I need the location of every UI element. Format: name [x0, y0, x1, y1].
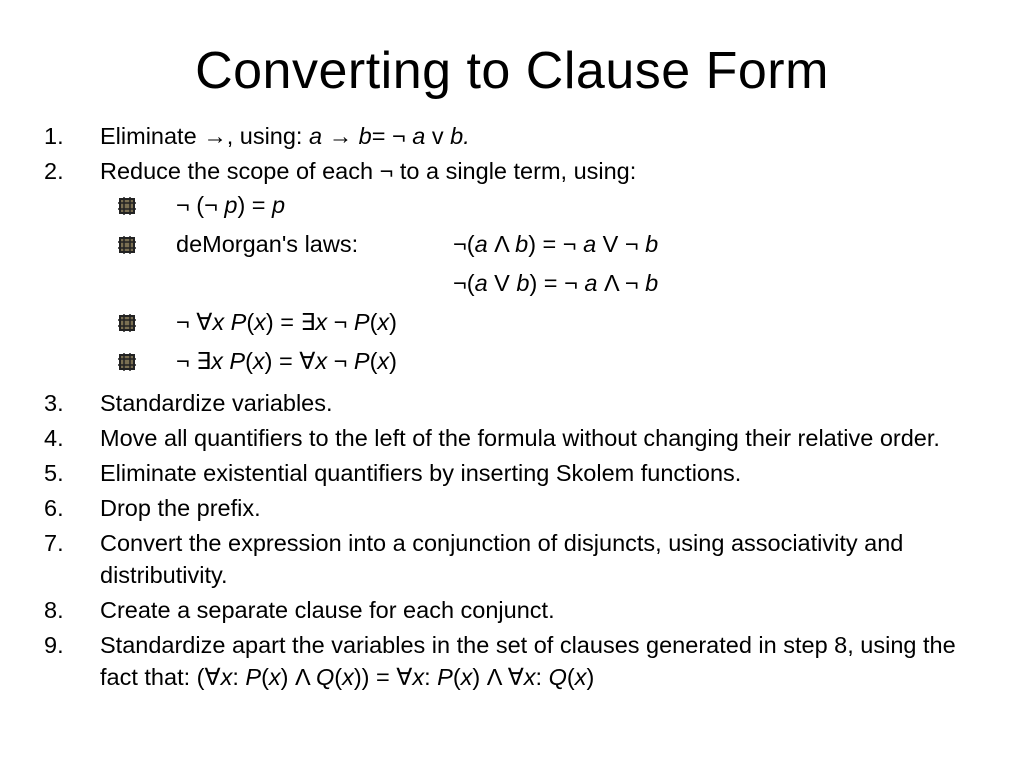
square-bullet-icon [118, 314, 136, 332]
step-5 [0, 457, 1024, 489]
slide-title: Converting to Clause Form [195, 42, 829, 100]
rule-demorgan-second [0, 267, 1024, 306]
rule-formula: ¬(a V b) = ¬ a Λ ¬ b [453, 270, 659, 296]
step-text: Create a separate clause for each conjunct. [100, 597, 555, 623]
step-number: 6. [44, 495, 64, 521]
step-number: 9. [44, 632, 64, 658]
rule-formula: ¬ (¬ p) = p [176, 192, 286, 218]
step-text: Move all quantifiers to the left of the formula without changing their relative order. [100, 425, 940, 451]
step-number: 7. [44, 530, 64, 556]
step-7 [0, 527, 1024, 591]
step-9 [0, 629, 1024, 693]
rule-demorgan [0, 228, 1024, 267]
step-number: 1. [44, 123, 64, 149]
step-text: Eliminate →, using: a → b= ¬ a v b. [100, 123, 470, 149]
step-number: 2. [44, 158, 64, 184]
step-number: 8. [44, 597, 64, 623]
step-8 [0, 594, 1024, 626]
step-text: Reduce the scope of each ¬ to a single term, using: [100, 158, 637, 184]
step-number: 4. [44, 425, 64, 451]
step-list [0, 120, 1024, 696]
rule-label: deMorgan's laws: [176, 231, 359, 257]
square-bullet-icon [118, 353, 136, 371]
rule-formula: ¬ ∀x P(x) = ∃x ¬ P(x) [176, 309, 397, 335]
step-text: Standardize apart the variables in the set of clauses generated in step 8, using the fact that: (∀x: P(x) Λ Q(x)) = ∀x: P(x) Λ ∀x: Q(x) [100, 632, 956, 690]
step-text: Convert the expression into a conjunction of disjuncts, using associativity and distributivity. [100, 530, 904, 588]
rule-formula: ¬ ∃x P(x) = ∀x ¬ P(x) [176, 348, 397, 374]
step-number: 5. [44, 460, 64, 486]
rule-formula: ¬(a Λ b) = ¬ a V ¬ b [453, 231, 659, 257]
square-bullet-icon [118, 197, 136, 215]
rule-not-exists [0, 345, 1024, 384]
step-text: Drop the prefix. [100, 495, 261, 521]
step-3 [0, 387, 1024, 419]
rule-not-forall [0, 306, 1024, 345]
step-1 [0, 120, 1024, 152]
step-6 [0, 492, 1024, 524]
rule-double-negation [0, 189, 1024, 228]
step-4 [0, 422, 1024, 454]
step-text: Standardize variables. [100, 390, 333, 416]
step-2 [0, 155, 1024, 384]
step-text: Eliminate existential quantifiers by inserting Skolem functions. [100, 460, 742, 486]
step-number: 3. [44, 390, 64, 416]
square-bullet-icon [118, 236, 136, 254]
